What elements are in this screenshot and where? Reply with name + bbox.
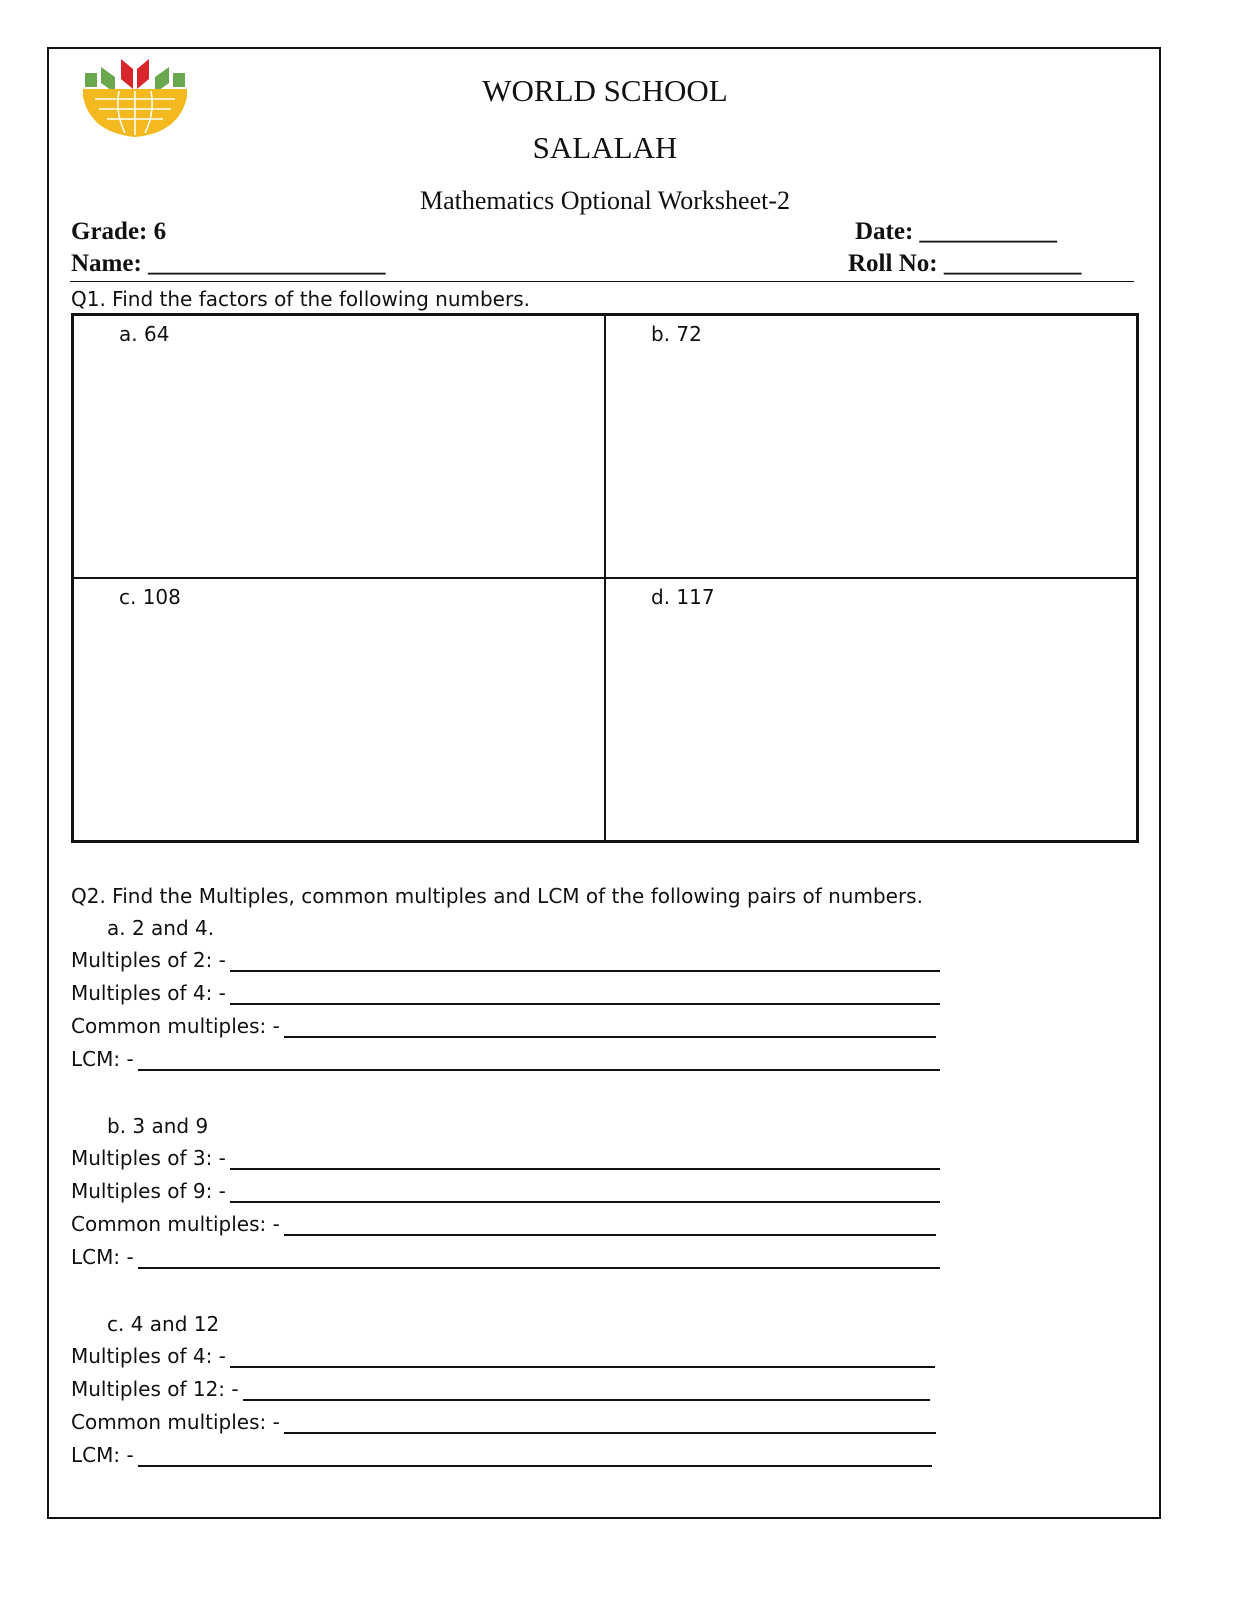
- q2-part-label: b. 3 and 9: [107, 1114, 209, 1138]
- answer-label: LCM: -: [71, 1047, 134, 1071]
- answer-blank[interactable]: [230, 952, 940, 972]
- answer-blank[interactable]: [138, 1051, 940, 1071]
- answer-label: LCM: -: [71, 1245, 134, 1269]
- item-label: a. 64: [119, 322, 170, 346]
- grade-label: Grade: 6: [71, 218, 167, 245]
- answer-row: [71, 1245, 940, 1269]
- answer-blank[interactable]: [230, 985, 940, 1005]
- answer-box-d[interactable]: [605, 578, 1137, 841]
- answer-row: [71, 1014, 936, 1038]
- header-divider: [70, 281, 1134, 282]
- answer-row: [71, 948, 940, 972]
- answer-label: Common multiples: -: [71, 1212, 280, 1236]
- answer-label: Multiples of 4: -: [71, 981, 226, 1005]
- answer-blank[interactable]: [243, 1381, 930, 1401]
- answer-label: Multiples of 2: -: [71, 948, 226, 972]
- answer-label: Multiples of 9: -: [71, 1179, 226, 1203]
- school-name: WORLD SCHOOL: [482, 73, 728, 108]
- answer-row: [71, 981, 940, 1005]
- answer-row: [71, 1047, 940, 1071]
- item-label: c. 108: [119, 585, 181, 609]
- worksheet-title: Mathematics Optional Worksheet-2: [419, 186, 790, 215]
- answer-blank[interactable]: [138, 1249, 940, 1269]
- answer-row: [71, 1179, 940, 1203]
- answer-blank[interactable]: [284, 1414, 936, 1434]
- answer-blank[interactable]: [230, 1348, 935, 1368]
- answer-row: [71, 1443, 932, 1467]
- q2-title: Q2. Find the Multiples, common multiples and LCM of the following pairs of numbers.: [71, 884, 923, 908]
- answer-row: [71, 1377, 930, 1401]
- item-label: d. 117: [651, 585, 715, 609]
- answer-blank[interactable]: [230, 1150, 940, 1170]
- answer-row: [71, 1146, 940, 1170]
- roll-no-field[interactable]: Roll No: ___________: [848, 250, 1082, 277]
- answer-row: [71, 1344, 935, 1368]
- school-city: SALALAH: [532, 130, 678, 165]
- answer-blank[interactable]: [138, 1447, 932, 1467]
- answer-row: [71, 1410, 936, 1434]
- answer-label: Common multiples: -: [71, 1410, 280, 1434]
- answer-label: Multiples of 4: -: [71, 1344, 226, 1368]
- answer-label: Common multiples: -: [71, 1014, 280, 1038]
- answer-label: Multiples of 12: -: [71, 1377, 239, 1401]
- answer-label: LCM: -: [71, 1443, 134, 1467]
- q1-title: Q1. Find the factors of the following numbers.: [71, 287, 530, 311]
- name-field[interactable]: Name: ___________________: [71, 250, 386, 277]
- q1-answer-grid: [71, 313, 1139, 843]
- q2-part-label: c. 4 and 12: [107, 1312, 220, 1336]
- answer-label: Multiples of 3: -: [71, 1146, 226, 1170]
- answer-blank[interactable]: [284, 1216, 936, 1236]
- answer-blank[interactable]: [230, 1183, 940, 1203]
- answer-box-c[interactable]: [73, 578, 605, 841]
- answer-row: [71, 1212, 936, 1236]
- q2-part-label: a. 2 and 4.: [107, 916, 215, 940]
- answer-blank[interactable]: [284, 1018, 936, 1038]
- item-label: b. 72: [651, 322, 702, 346]
- date-field[interactable]: Date: ___________: [855, 218, 1058, 245]
- answer-box-b[interactable]: [605, 315, 1137, 578]
- answer-box-a[interactable]: [73, 315, 605, 578]
